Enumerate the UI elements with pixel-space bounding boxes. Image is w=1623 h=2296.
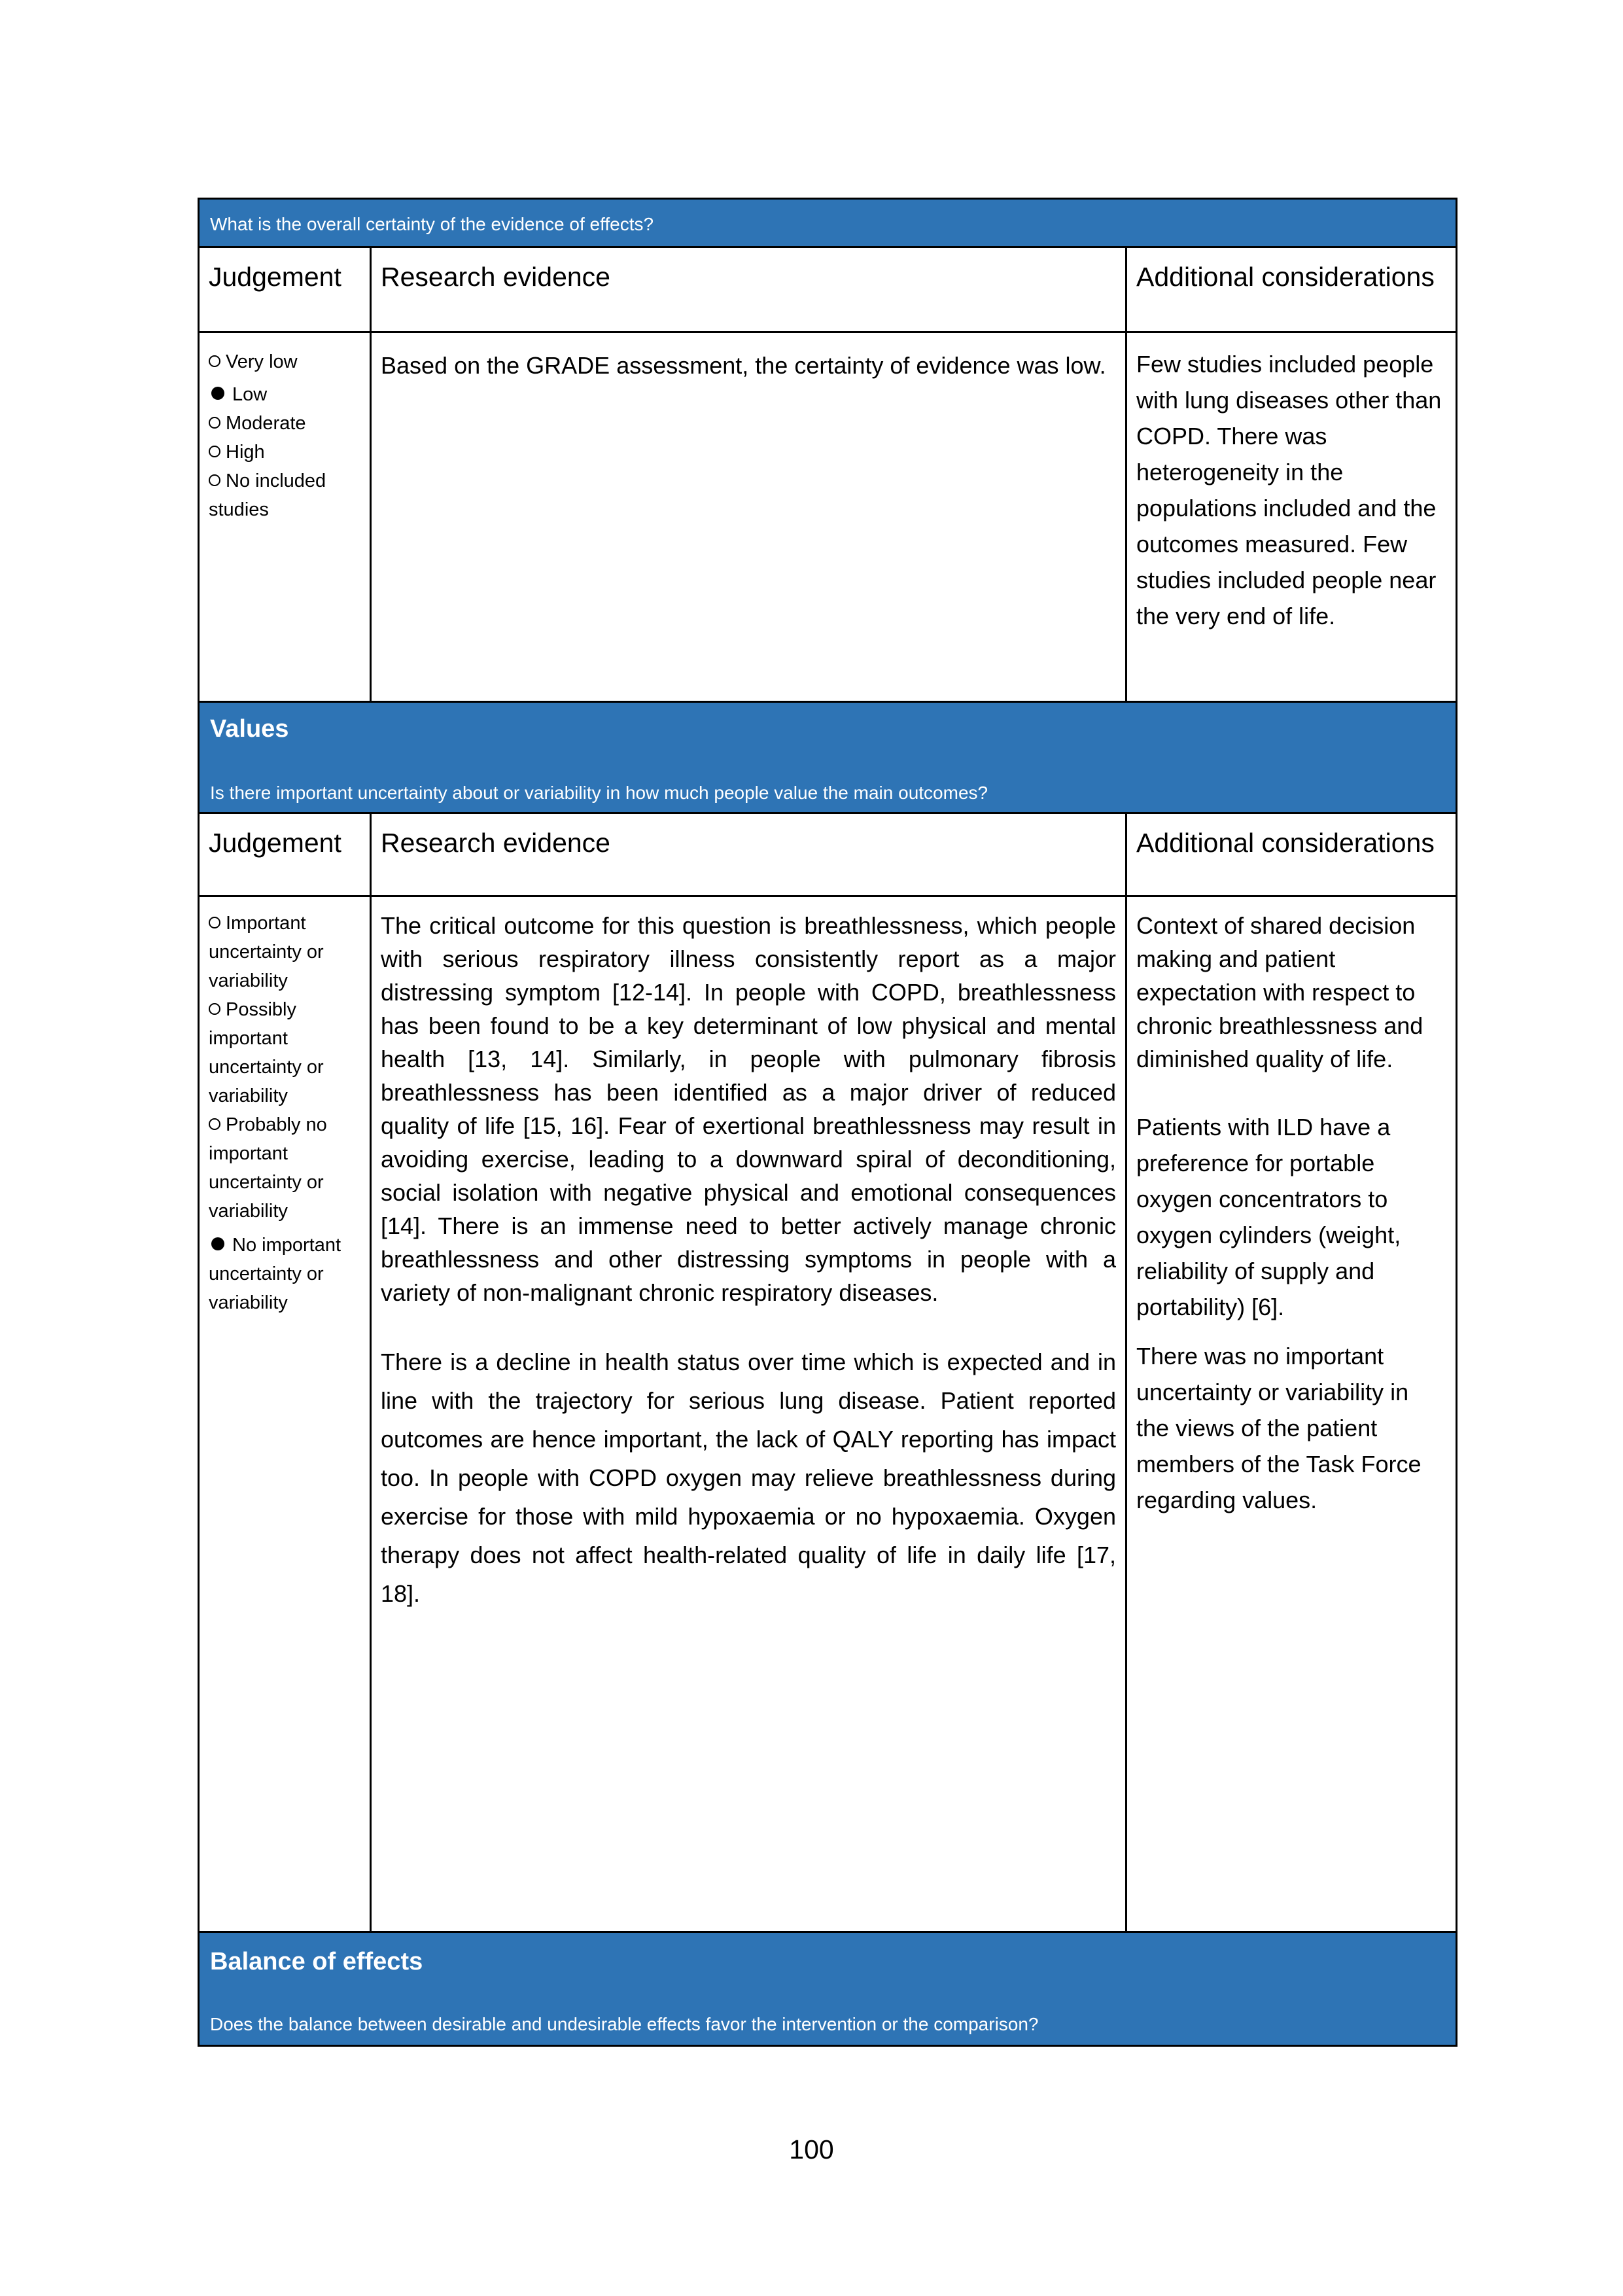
additional-considerations-header: Additional considerations (1136, 262, 1435, 292)
section-title: Balance of effects (210, 1948, 423, 1975)
radio-filled-icon (211, 1237, 224, 1250)
additional-considerations-text: Few studies included people with lung diseases other than COPD. There was heterogeneity in the populations included and the outcomes measured. Few studies included people near the very end of life. (1136, 351, 1442, 629)
additional-considerations-text: Context of shared decision making and patient expectation with respect to chronic breathlessness and diminished quality of life. Patients with ILD have a preference for portable oxygen concentrators to oxygen cylinders (weight, reliability of supply and portability) [6]. There was no important uncertainty or variability in the views of the patient members of the Task Force regarding values. (1136, 912, 1423, 1513)
radio-empty-icon (209, 1003, 220, 1015)
section-question: What is the overall certainty of the evidence of effects? (210, 214, 654, 234)
values-content-row (200, 897, 1456, 1933)
option-probably-no-important-uncertainty[interactable]: Probably no important uncertainty or variability (209, 1114, 327, 1222)
radio-empty-icon (209, 1118, 220, 1130)
certainty-content-row (200, 333, 1456, 703)
judgement-options (200, 897, 372, 1931)
option-no-important-uncertainty[interactable]: No important uncertainty or variability (209, 1235, 341, 1313)
research-evidence-text: Based on the GRADE assessment, the certainty of evidence was low. (372, 333, 1127, 701)
radio-empty-icon (209, 917, 220, 928)
judgement-header: Judgement (200, 814, 372, 895)
option-high[interactable]: High (209, 438, 360, 467)
balance-of-effects-section-header (200, 1933, 1456, 2045)
research-evidence-text: The critical outcome for this question is breathlessness, which people with serious respiratory illness consistently report as a major distressing symptom [12-14]. In people with COPD, breathlessness has been found to be a key determinant of low physical and mental health [13, 14]. Similarly, in people with pulmonary fibrosis breathlessness has been identified as a major driver of reduced quality of life [15, 16]. Fear of exertional breathlessness may result in avoiding exercise, leading to a downward spiral of deconditioning, social isolation with negative physical and emotional consequences [14]. There is an immense need to better actively manage chronic breathlessness and other distressing symptoms in people with a variety of non-malignant chronic respiratory diseases. There is a decline in health status over time which is expected and in line with the trajectory for serious lung disease. Patient reported outcomes are hence important, the lack of QALY reporting has impact too. In people with COPD oxygen may relieve breathlessness during exercise for those with mild hypoxaemia or no hypoxaemia. Oxygen therapy does not affect health-related quality of life in daily life [17, 18]. (372, 897, 1127, 1931)
section-title: Values (210, 715, 289, 743)
radio-empty-icon (209, 446, 220, 457)
option-very-low[interactable]: Very low (209, 347, 360, 376)
radio-empty-icon (209, 417, 220, 429)
option-low[interactable]: Low (209, 380, 360, 409)
page-number: 100 (789, 2134, 834, 2164)
radio-filled-icon (211, 387, 224, 400)
option-important-uncertainty[interactable]: Important uncertainty or variability (209, 913, 324, 991)
judgement-header: Judgement (200, 248, 372, 331)
option-possibly-important-uncertainty[interactable]: Possibly important uncertainty or variability (209, 999, 324, 1106)
option-moderate[interactable]: Moderate (209, 409, 360, 438)
radio-empty-icon (209, 355, 220, 367)
section-question: Is there important uncertainty about or variability in how much people value the main outcomes? (210, 783, 988, 803)
judgement-options (200, 333, 372, 701)
research-evidence-header: Research evidence (372, 248, 1127, 331)
additional-considerations-header: Additional considerations (1136, 828, 1435, 858)
research-evidence-header: Research evidence (372, 814, 1127, 895)
section-question: Does the balance between desirable and undesirable effects favor the intervention or the comparison? (210, 2014, 1039, 2034)
option-no-included-studies[interactable]: No included studies (209, 470, 326, 520)
column-header-row (200, 814, 1456, 897)
radio-empty-icon (209, 474, 220, 486)
column-header-row (200, 248, 1456, 333)
values-section-header (200, 703, 1456, 814)
certainty-section-header (200, 200, 1456, 248)
evidence-to-decision-table (198, 198, 1457, 2047)
